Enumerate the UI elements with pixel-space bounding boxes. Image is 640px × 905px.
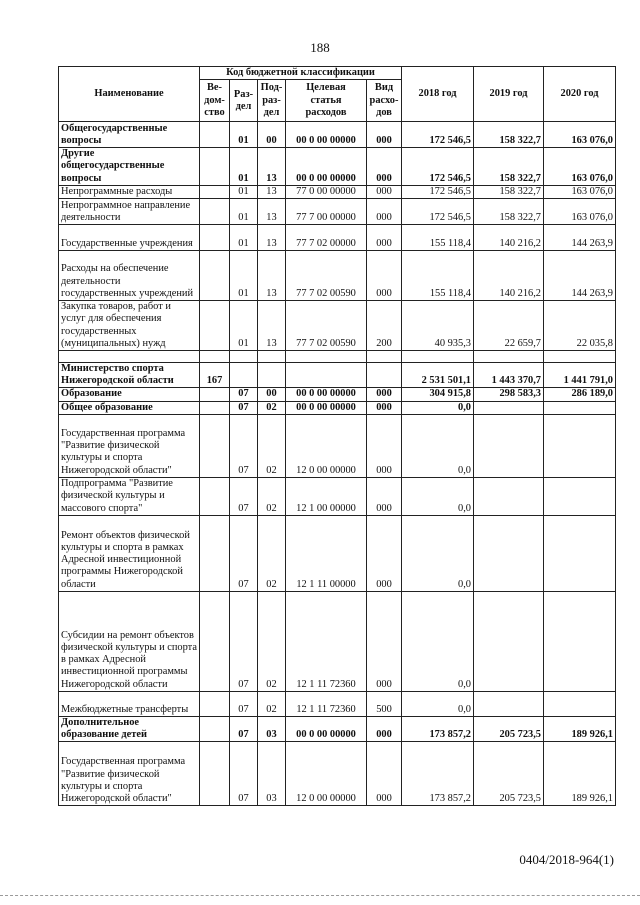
cell-2020	[544, 591, 616, 691]
cell-2019	[474, 401, 544, 414]
cell-subsection: 13	[258, 199, 286, 225]
cell-2020: 1 441 791,0	[544, 363, 616, 388]
cell-2018: 0,0	[402, 414, 474, 477]
table-row	[59, 716, 616, 741]
cell-2019: 1 443 370,7	[474, 363, 544, 388]
cell-2018: 0,0	[402, 591, 474, 691]
cell-subsection: 02	[258, 477, 286, 515]
cell-section: 01	[230, 251, 258, 301]
cell-expense-type: 000	[367, 591, 402, 691]
cell-2020: 189 926,1	[544, 716, 616, 741]
document-code: 0404/2018-964(1)	[519, 852, 614, 867]
cell-department	[200, 515, 230, 591]
cell-name: Министерство спорта Нижегородской области	[59, 363, 200, 388]
cell-department	[200, 591, 230, 691]
cell-subsection	[258, 363, 286, 388]
cell-target-article	[286, 363, 367, 388]
table-row	[59, 148, 616, 186]
cell-2020	[544, 351, 616, 363]
cell-section: 07	[230, 401, 258, 414]
cell-subsection: 02	[258, 691, 286, 716]
cell-department	[200, 716, 230, 741]
cell-subsection: 13	[258, 251, 286, 301]
cell-2019: 158 322,7	[474, 185, 544, 198]
cell-section	[230, 351, 258, 363]
table-row	[59, 414, 616, 477]
cell-2018: 155 118,4	[402, 251, 474, 301]
cell-2018	[402, 351, 474, 363]
cell-name: Образование	[59, 388, 200, 401]
cell-name: Дополнительное образование детей	[59, 716, 200, 741]
cell-name: Непрограммные расходы	[59, 185, 200, 198]
cell-2018: 173 857,2	[402, 742, 474, 806]
cell-2020: 163 076,0	[544, 122, 616, 148]
cell-name: Другие общегосударственные вопросы	[59, 148, 200, 186]
header-2020: 2020 год	[544, 67, 616, 122]
header-section: Раз- дел	[230, 80, 258, 122]
cell-target-article: 00 0 00 00000	[286, 122, 367, 148]
cell-target-article: 00 0 00 00000	[286, 401, 367, 414]
cell-2018: 155 118,4	[402, 225, 474, 251]
cell-section: 07	[230, 716, 258, 741]
cell-department	[200, 225, 230, 251]
cell-section: 07	[230, 414, 258, 477]
cell-name: Расходы на обеспечение деятельности государственных учреждений	[59, 251, 200, 301]
cell-target-article: 12 0 00 00000	[286, 414, 367, 477]
cell-name: Субсидии на ремонт объектов физической культуры и спорта в рамках Адресной инвестиционной программы Нижегородской области	[59, 591, 200, 691]
header-subsection: Под- раз- дел	[258, 80, 286, 122]
cell-subsection: 02	[258, 591, 286, 691]
cell-section: 07	[230, 591, 258, 691]
table-row	[59, 515, 616, 591]
cell-target-article: 00 0 00 00000	[286, 148, 367, 186]
cell-name: Государственная программа "Развитие физической культуры и спорта Нижегородской области"	[59, 742, 200, 806]
table-row	[59, 401, 616, 414]
cell-2019: 140 216,2	[474, 251, 544, 301]
header-2019: 2019 год	[474, 67, 544, 122]
cell-department	[200, 148, 230, 186]
table-row	[59, 225, 616, 251]
cell-expense-type	[367, 363, 402, 388]
cell-name: Закупка товаров, работ и услуг для обеспечения государственных (муниципальных) нужд	[59, 301, 200, 351]
cell-2019: 158 322,7	[474, 122, 544, 148]
cell-2018: 172 546,5	[402, 185, 474, 198]
cell-section: 07	[230, 515, 258, 591]
table-row	[59, 199, 616, 225]
cell-department	[200, 301, 230, 351]
cell-target-article: 00 0 00 00000	[286, 388, 367, 401]
cell-section: 01	[230, 301, 258, 351]
cell-expense-type: 000	[367, 477, 402, 515]
cell-expense-type: 000	[367, 225, 402, 251]
cell-target-article: 12 1 11 00000	[286, 515, 367, 591]
table-row	[59, 363, 616, 388]
cell-2019	[474, 515, 544, 591]
cell-department	[200, 477, 230, 515]
page-number: 188	[310, 40, 330, 55]
cell-target-article: 12 1 00 00000	[286, 477, 367, 515]
cell-expense-type: 000	[367, 122, 402, 148]
cell-2020	[544, 515, 616, 591]
cell-name	[59, 351, 200, 363]
header-expense-type: Вид расхо- дов	[367, 80, 402, 122]
cell-expense-type: 000	[367, 742, 402, 806]
cell-section: 07	[230, 742, 258, 806]
table-row	[59, 477, 616, 515]
cell-section: 01	[230, 185, 258, 198]
table-row	[59, 251, 616, 301]
cell-2020	[544, 401, 616, 414]
cell-2018: 172 546,5	[402, 148, 474, 186]
cell-name: Ремонт объектов физической культуры и спорта в рамках Адресной инвестиционной программы Нижегородской области	[59, 515, 200, 591]
cell-subsection: 13	[258, 301, 286, 351]
cell-2019	[474, 691, 544, 716]
cell-expense-type: 000	[367, 199, 402, 225]
table-row	[59, 388, 616, 401]
cell-2020: 144 263,9	[544, 225, 616, 251]
cell-subsection: 03	[258, 742, 286, 806]
cell-section	[230, 363, 258, 388]
cell-2020	[544, 414, 616, 477]
cell-2020: 286 189,0	[544, 388, 616, 401]
cell-expense-type: 000	[367, 414, 402, 477]
cell-department	[200, 251, 230, 301]
cell-department	[200, 691, 230, 716]
cell-section: 01	[230, 148, 258, 186]
cell-2019	[474, 591, 544, 691]
cell-2018: 0,0	[402, 401, 474, 414]
cell-section: 07	[230, 477, 258, 515]
cell-department	[200, 388, 230, 401]
cell-department	[200, 742, 230, 806]
cell-target-article: 12 0 00 00000	[286, 742, 367, 806]
cell-name: Общегосударственные вопросы	[59, 122, 200, 148]
cell-target-article: 77 0 00 00000	[286, 185, 367, 198]
cell-name: Непрограммное направление деятельности	[59, 199, 200, 225]
cell-2019: 205 723,5	[474, 742, 544, 806]
cell-target-article: 77 7 02 00590	[286, 301, 367, 351]
cell-2019	[474, 414, 544, 477]
cell-name: Общее образование	[59, 401, 200, 414]
table-row	[59, 691, 616, 716]
header-target-article: Целевая статья расходов	[286, 80, 367, 122]
cell-section: 07	[230, 388, 258, 401]
cell-2018: 304 915,8	[402, 388, 474, 401]
cell-expense-type: 000	[367, 251, 402, 301]
cell-2018: 40 935,3	[402, 301, 474, 351]
cell-2019: 140 216,2	[474, 225, 544, 251]
header-2018: 2018 год	[402, 67, 474, 122]
cell-subsection: 13	[258, 148, 286, 186]
cell-2018: 0,0	[402, 515, 474, 591]
table-row	[59, 351, 616, 363]
cell-target-article	[286, 351, 367, 363]
cell-name: Государственная программа "Развитие физической культуры и спорта Нижегородской области"	[59, 414, 200, 477]
cell-subsection: 02	[258, 515, 286, 591]
cell-target-article: 77 7 02 00000	[286, 225, 367, 251]
cell-2020: 163 076,0	[544, 185, 616, 198]
cell-subsection: 02	[258, 401, 286, 414]
cell-name: Государственные учреждения	[59, 225, 200, 251]
table-row	[59, 185, 616, 198]
cell-expense-type: 500	[367, 691, 402, 716]
scan-edge-line	[0, 895, 640, 896]
cell-name: Межбюджетные трансферты	[59, 691, 200, 716]
cell-2020: 189 926,1	[544, 742, 616, 806]
cell-2020	[544, 691, 616, 716]
cell-expense-type: 000	[367, 388, 402, 401]
cell-department: 167	[200, 363, 230, 388]
cell-section: 07	[230, 691, 258, 716]
cell-department	[200, 185, 230, 198]
budget-table	[58, 66, 616, 806]
cell-department	[200, 122, 230, 148]
cell-target-article: 12 1 11 72360	[286, 691, 367, 716]
cell-target-article: 00 0 00 00000	[286, 716, 367, 741]
cell-section: 01	[230, 199, 258, 225]
cell-expense-type: 200	[367, 301, 402, 351]
cell-2019: 22 659,7	[474, 301, 544, 351]
cell-target-article: 77 7 00 00000	[286, 199, 367, 225]
cell-subsection: 03	[258, 716, 286, 741]
cell-2018: 172 546,5	[402, 122, 474, 148]
table-row	[59, 122, 616, 148]
cell-section: 01	[230, 225, 258, 251]
cell-target-article: 12 1 11 72360	[286, 591, 367, 691]
cell-expense-type: 000	[367, 148, 402, 186]
cell-2020: 163 076,0	[544, 199, 616, 225]
header-name: Наименование	[59, 67, 200, 122]
cell-department	[200, 351, 230, 363]
cell-section: 01	[230, 122, 258, 148]
cell-subsection: 02	[258, 414, 286, 477]
cell-subsection: 13	[258, 185, 286, 198]
cell-2019: 158 322,7	[474, 148, 544, 186]
cell-subsection: 00	[258, 122, 286, 148]
cell-expense-type: 000	[367, 401, 402, 414]
cell-expense-type: 000	[367, 716, 402, 741]
cell-2019	[474, 351, 544, 363]
table-row	[59, 301, 616, 351]
cell-2018: 0,0	[402, 477, 474, 515]
cell-expense-type	[367, 351, 402, 363]
cell-subsection: 00	[258, 388, 286, 401]
cell-department	[200, 199, 230, 225]
cell-2018: 173 857,2	[402, 716, 474, 741]
header-classification-group: Код бюджетной классификации	[200, 67, 402, 80]
cell-2020: 22 035,8	[544, 301, 616, 351]
table-row	[59, 591, 616, 691]
cell-department	[200, 414, 230, 477]
cell-2018: 172 546,5	[402, 199, 474, 225]
table-row	[59, 742, 616, 806]
cell-subsection	[258, 351, 286, 363]
cell-target-article: 77 7 02 00590	[286, 251, 367, 301]
cell-expense-type: 000	[367, 515, 402, 591]
cell-2018: 0,0	[402, 691, 474, 716]
cell-department	[200, 401, 230, 414]
header-department: Ве- дом- ство	[200, 80, 230, 122]
table-body	[59, 122, 616, 806]
cell-expense-type: 000	[367, 185, 402, 198]
cell-2019: 205 723,5	[474, 716, 544, 741]
cell-2020: 144 263,9	[544, 251, 616, 301]
cell-2019	[474, 477, 544, 515]
cell-2019: 298 583,3	[474, 388, 544, 401]
cell-2018: 2 531 501,1	[402, 363, 474, 388]
cell-name: Подпрограмма "Развитие физической культуры и массового спорта"	[59, 477, 200, 515]
cell-subsection: 13	[258, 225, 286, 251]
cell-2020	[544, 477, 616, 515]
cell-2019: 158 322,7	[474, 199, 544, 225]
cell-2020: 163 076,0	[544, 148, 616, 186]
